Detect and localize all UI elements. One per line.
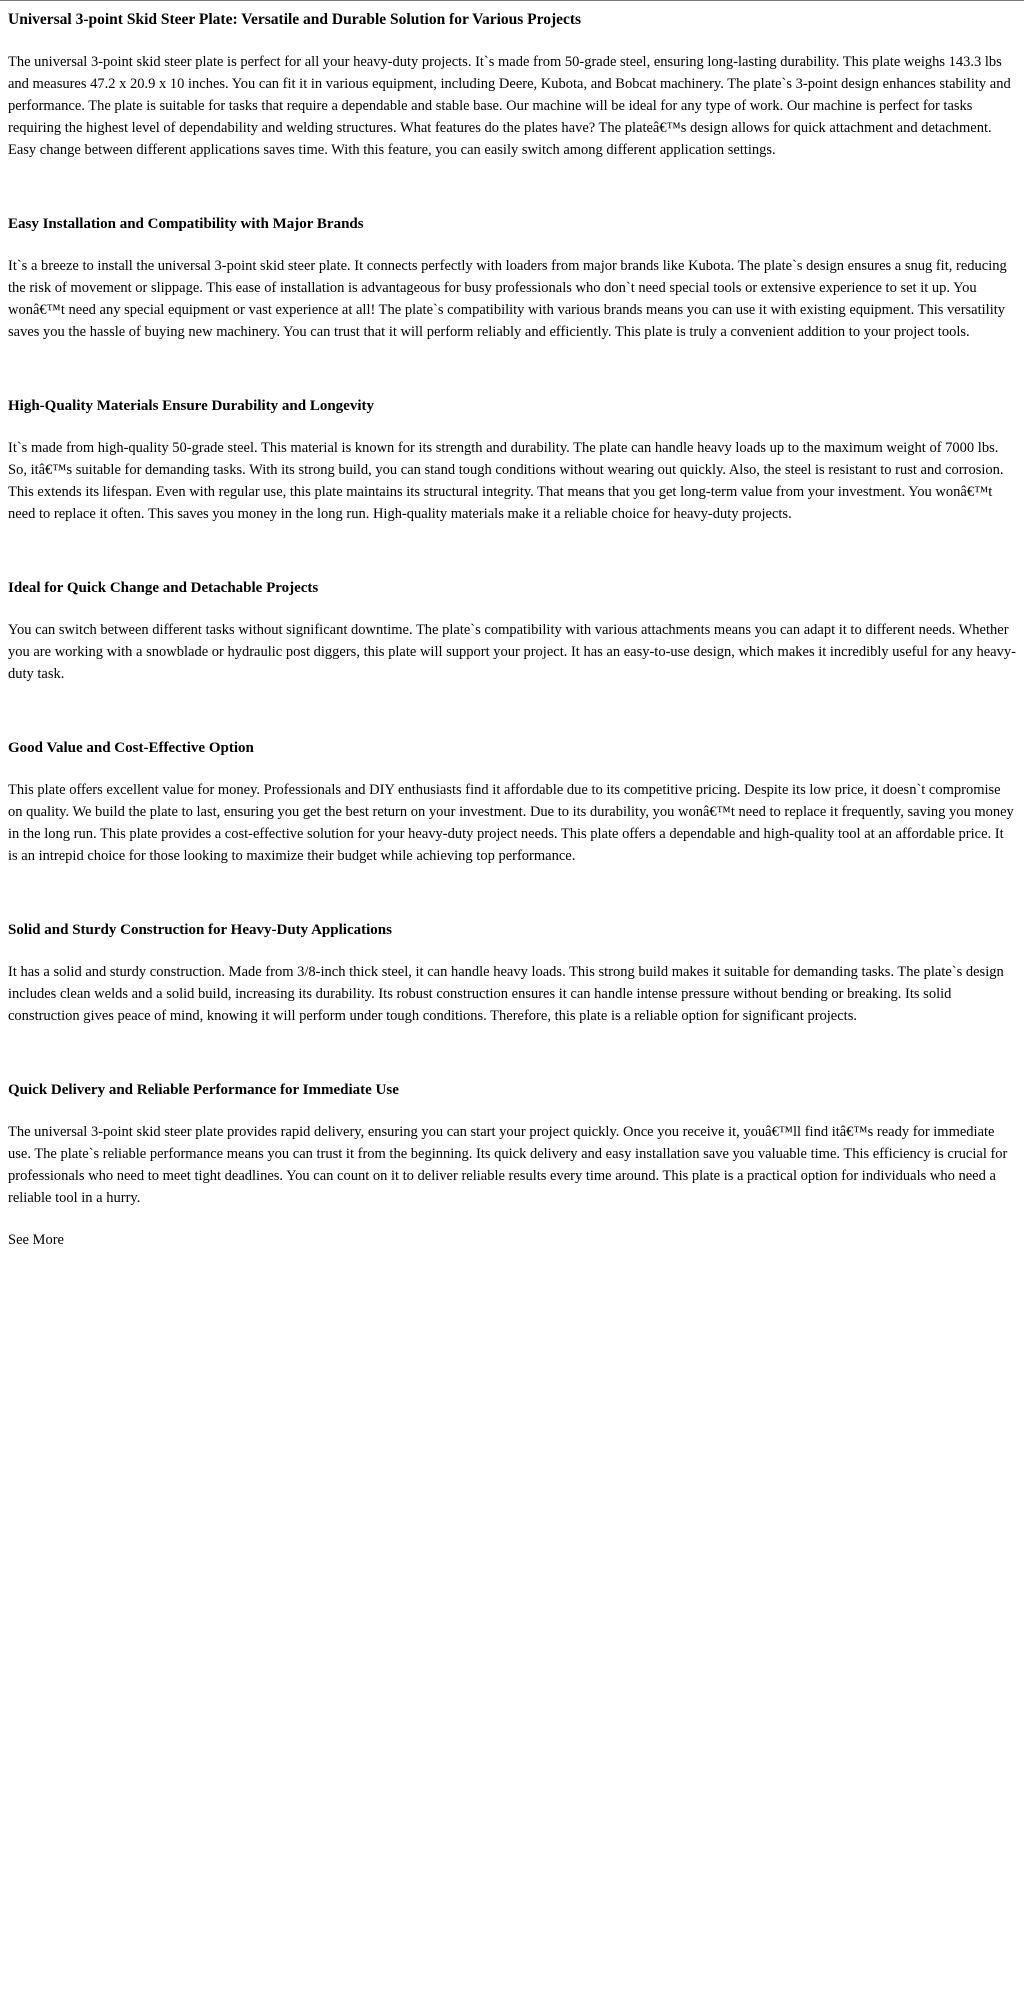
section-heading-solid-construction: Solid and Sturdy Construction for Heavy-Duty Applications (8, 922, 392, 938)
article-title: Universal 3-point Skid Steer Plate: Versatile and Durable Solution for Various Projects (8, 11, 582, 28)
section-heading-high-quality-materials: High-Quality Materials Ensure Durability and Longevity (8, 398, 374, 414)
section-heading-easy-installation: Easy Installation and Compatibility with Major Brands (8, 216, 364, 232)
section-paragraph-quick-change: You can switch between different tasks without significant downtime. The plate`s compatibility with various attachments means you can adapt it to different needs. Whether you are working with a snowblade or hydraulic post diggers, this plate will support your project. It has an easy-to-use design, which makes it incredibly useful for any heavy-duty task. (8, 622, 1016, 682)
section-heading-quick-delivery: Quick Delivery and Reliable Performance for Immediate Use (8, 1082, 399, 1098)
section-paragraph-quick-delivery: The universal 3-point skid steer plate provides rapid delivery, ensuring you can start your project quickly. Once you receive it, youâ€™ll find itâ€™s ready for immediate use. The plate`s reliable performance means you can trust it from the beginning. Its quick delivery and easy installation save you valuable time. This efficiency is crucial for professionals who need to meet tight deadlines. You can count on it to deliver reliable results every time around. This plate is a practical option for individuals who need a reliable tool in a hurry. (8, 1124, 1008, 1206)
see-more-link[interactable]: See More (8, 1232, 64, 1248)
section-heading-quick-change: Ideal for Quick Change and Detachable Projects (8, 580, 319, 596)
section-paragraph-high-quality-materials: It`s made from high-quality 50-grade steel. This material is known for its strength and durability. The plate can handle heavy loads up to the maximum weight of 7000 lbs. So, itâ€™s suitable for demanding tasks. With its strong build, you can stand tough conditions without wearing out quickly. Also, the steel is resistant to rust and corrosion. This extends its lifespan. Even with regular use, this plate maintains its structural integrity. That means that you get long-term value from your investment. You wonâ€™t need to replace it often. This saves you money in the long run. High-quality materials make it a reliable choice for heavy-duty projects. (8, 440, 1004, 522)
section-paragraph-easy-installation: It`s a breeze to install the universal 3-point skid steer plate. It connects perfectly with loaders from major brands like Kubota. The plate`s design ensures a snug fit, reducing the risk of movement or slippage. This ease of installation is advantageous for busy professionals who don`t need special tools or extensive experience to set it up. You wonâ€™t need any special equipment or vast experience at all! The plate`s compatibility with various brands means you can use it with existing equipment. This versatility saves you the hassle of buying new machinery. You can trust that it will perform reliably and efficiently. This plate is truly a convenient addition to your project tools. (8, 258, 1007, 340)
section-paragraph-good-value: This plate offers excellent value for money. Professionals and DIY enthusiasts find it affordable due to its competitive pricing. Despite its low price, it doesn`t compromise on quality. We build the plate to last, ensuring you get the best return on your investment. Due to its durability, you wonâ€™t need to replace it frequently, saving you money in the long run. This plate provides a cost-effective solution for your heavy-duty project needs. This plate offers a dependable and high-quality tool at an affordable price. It is an intrepid choice for those looking to maximize their budget while achieving top performance. (8, 782, 1014, 864)
section-paragraph-solid-construction: It has a solid and sturdy construction. Made from 3/8-inch thick steel, it can handle heavy loads. This strong build makes it suitable for demanding tasks. The plate`s design includes clean welds and a solid build, increasing its durability. Its robust construction ensures it can handle intense pressure without bending or breaking. Its solid construction gives peace of mind, knowing it will perform under tough conditions. Therefore, this plate is a reliable option for significant projects. (8, 964, 1004, 1024)
intro-paragraph: The universal 3-point skid steer plate is perfect for all your heavy-duty projects. It`s made from 50-grade steel, ensuring long-lasting durability. This plate weighs 143.3 lbs and measures 47.2 x 20.9 x 10 inches. You can fit it in various equipment, including Deere, Kubota, and Bobcat machinery. The plate`s 3-point design enhances stability and performance. The plate is suitable for tasks that require a dependable and stable base. Our machine will be ideal for any type of work. Our machine is perfect for tasks requiring the highest level of dependability and welding structures. What features do the plates have? The plateâ€™s design allows for quick attachment and detachment. Easy change between different applications saves time. With this feature, you can easily switch among different application settings. (8, 54, 1011, 158)
section-heading-good-value: Good Value and Cost-Effective Option (8, 740, 254, 756)
